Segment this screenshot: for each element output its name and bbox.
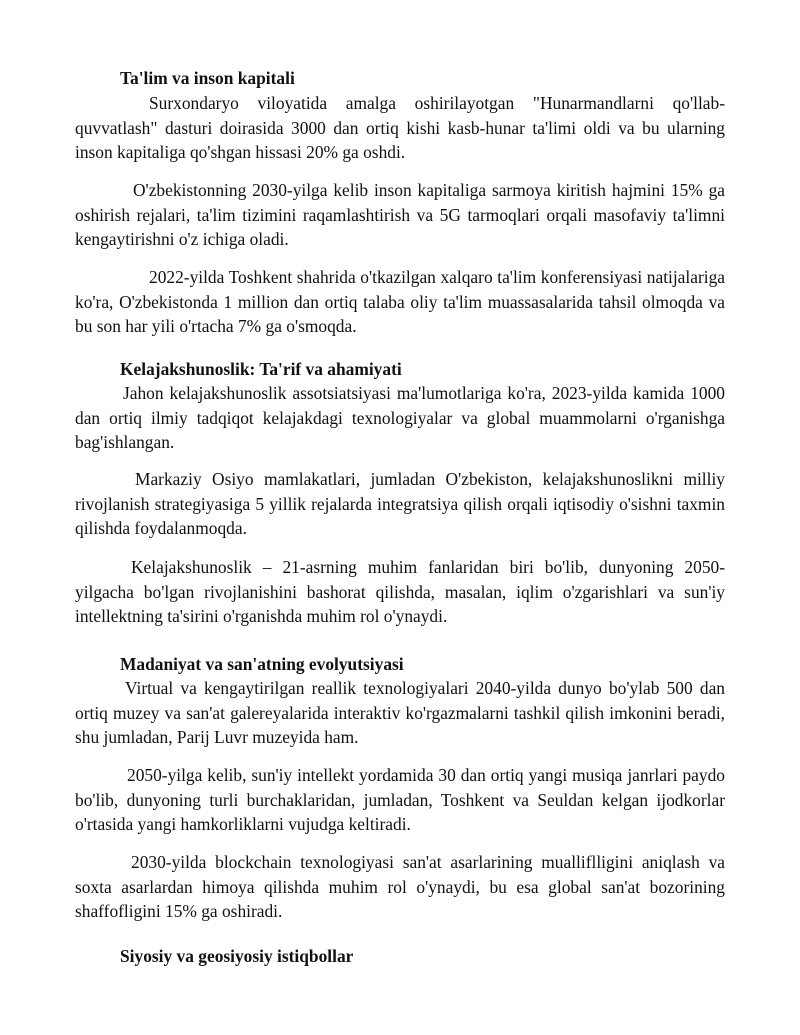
paragraph-madaniyat-1 [75, 676, 725, 750]
section-heading-madaniyat: Madaniyat va san'atning evolyutsiyasi [120, 654, 404, 674]
section-heading-talim: Ta'lim va inson kapitali [120, 68, 295, 88]
paragraph-talim-3 [75, 265, 725, 339]
paragraph-madaniyat-2 [75, 763, 725, 837]
paragraph-text: 2050-yilga kelib, sun'iy intellekt yordamida 30 dan ortiq yangi musiqa janrlari paydo bo'lib, dunyoning turli burchaklaridan, jumladan, Toshkent va Seuldan kelgan ijodkorlar o'rtasida yangi hamkorliklarni vujudga keltiradi. [75, 765, 725, 834]
paragraph-madaniyat-3 [75, 850, 725, 924]
paragraph-text: Markaziy Osiyo mamlakatlari, jumladan O'zbekiston, kelajakshunoslikni milliy rivojlanish strategiyasiga 5 yillik rejalarda integratsiya qilish orqali iqtisodiy o'sishni taxmin qilishda foydalanmoqda. [75, 469, 725, 538]
paragraph-text: Jahon kelajakshunoslik assotsiatsiyasi ma'lumotlariga ko'ra, 2023-yilda kamida 1000 dan ortiq ilmiy tadqiqot kelajakdagi texnologiyalar va global muammolarni o'rganishga bag'ishlangan. [75, 383, 725, 452]
paragraph-text: Virtual va kengaytirilgan reallik texnologiyalari 2040-yilda dunyo bo'ylab 500 dan ortiq muzey va san'at galereyalarida interaktiv ko'rgazmalarni tashkil qilish imkonini beradi, shu jumladan, Parij Luvr muzeyida ham. [75, 678, 725, 747]
paragraph-text: 2030-yilda blockchain texnologiyasi san'at asarlarining mualliflligini aniqlash va soxta asarlardan himoya qilishda muhim rol o'ynaydi, bu esa global san'at bozorining shaffofligini 15% ga oshiradi. [75, 852, 725, 921]
paragraph-text: 2022-yilda Toshkent shahrida o'tkazilgan xalqaro ta'lim konferensiyasi natijalariga ko'ra, O'zbekistonda 1 million dan ortiq talaba oliy ta'lim muassasalarida tahsil olmoqda va bu son har yili o'rtacha 7% ga o'smoqda. [75, 267, 725, 336]
paragraph-talim-1 [75, 91, 725, 165]
paragraph-talim-2 [75, 178, 725, 252]
paragraph-kelajakshunoslik-1 [75, 381, 725, 455]
paragraph-kelajakshunoslik-2 [75, 467, 725, 541]
paragraph-kelajakshunoslik-3 [75, 555, 725, 629]
paragraph-text: Surxondaryo viloyatida amalga oshirilayotgan "Hunarmandlarni qo'llab-quvvatlash" dasturi doirasida 3000 dan ortiq kishi kasb-hunar ta'limi oldi va bu ularning inson kapitaliga qo'shgan hissasi 20% ga oshdi. [75, 93, 725, 162]
paragraph-text: Kelajakshunoslik – 21-asrning muhim fanlaridan biri bo'lib, dunyoning 2050-yilgacha bo'lgan rivojlanishini bashorat qilishda, masalan, iqlim o'zgarishlari va sun'iy intellektning ta'sirini o'rganishda muhim rol o'ynaydi. [75, 557, 725, 626]
section-heading-siyosiy: Siyosiy va geosiyosiy istiqbollar [120, 946, 354, 966]
paragraph-text: O'zbekistonning 2030-yilga kelib inson kapitaliga sarmoya kiritish hajmini 15% ga oshirish rejalari, ta'lim tizimini raqamlashtirish va 5G tarmoqlari orqali masofaviy ta'limni kengaytirishni o'z ichiga oladi. [75, 180, 725, 249]
section-heading-kelajakshunoslik: Kelajakshunoslik: Ta'rif va ahamiyati [120, 359, 402, 379]
